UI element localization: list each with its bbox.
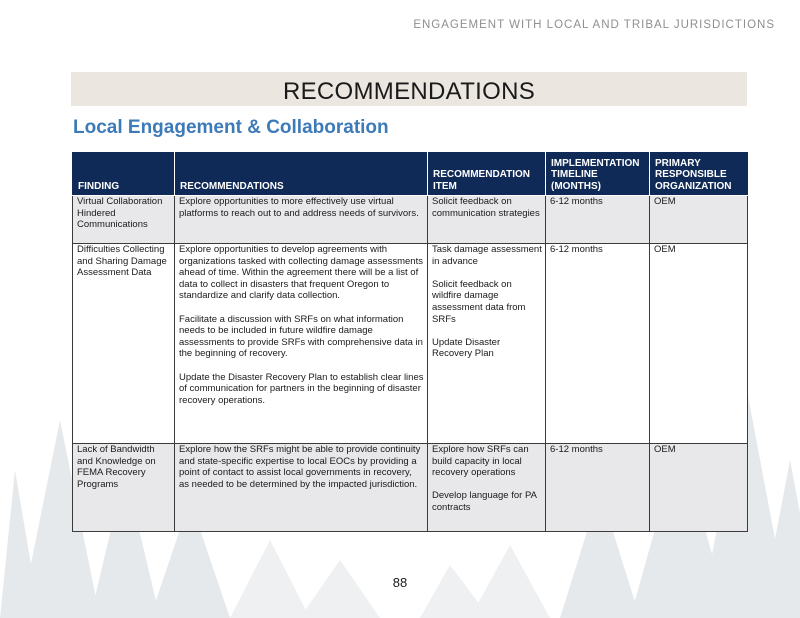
column-header-recommendations: RECOMMENDATIONS — [175, 153, 428, 196]
recommendations-cell — [175, 244, 428, 444]
organization-cell: OEM — [650, 196, 748, 244]
recommendation-item-cell — [428, 444, 546, 532]
recommendation-paragraph: Explore opportunities to develop agreements with organizations tasked with collecting damage assessments ahead of time. Within the agreement there will be a list of data to collect in disasters that frequent Oregon to standardize and clarify data collection. — [179, 244, 423, 302]
column-header-recommendation-item: RECOMMENDATION ITEM — [428, 153, 546, 196]
recommendation-paragraph: Explore opportunities to more effectively use virtual platforms to reach out to and address needs of survivors. — [179, 196, 419, 219]
finding-cell: Difficulties Collecting and Sharing Damage Assessment Data — [73, 244, 175, 444]
organization-cell: OEM — [650, 444, 748, 532]
recommendation-item: Update Disaster Recovery Plan — [432, 336, 501, 360]
section-heading: Local Engagement & Collaboration — [73, 117, 389, 138]
table-row — [73, 244, 748, 444]
table-header-row — [73, 153, 748, 196]
recommendation-item: Task damage assessment in advance — [432, 244, 542, 267]
paragraph-spacer — [179, 360, 424, 372]
table-row — [73, 444, 748, 532]
title-band — [71, 72, 747, 106]
organization-cell: OEM — [650, 244, 748, 444]
paragraph-spacer — [432, 267, 542, 279]
paragraph-spacer — [432, 479, 542, 491]
recommendation-item: Explore how SRFs can build capacity in local recovery operations — [432, 444, 529, 479]
recommendation-paragraph: Explore how the SRFs might be able to provide continuity and state-specific expertise to local EOCs by providing a point of contact to assist local governments in recovery, as needed to be determined by the impacted jurisdiction. — [179, 444, 421, 490]
recommendations-cell — [175, 444, 428, 532]
recommendation-item: Solicit feedback on wildfire damage assessment data from SRFs — [432, 278, 526, 325]
recommendations-table — [72, 152, 748, 532]
column-header-organization: PRIMARY RESPONSIBLE ORGANIZATION — [650, 153, 748, 196]
recommendation-paragraph: Facilitate a discussion with SRFs on what information needs to be included in future wildfire damage assessments to provide SRFs with comprehensive data in the beginning of recovery. — [179, 313, 423, 360]
recommendation-item: Solicit feedback on communication strategies — [432, 196, 540, 219]
column-header-finding: FINDING — [73, 153, 175, 196]
finding-cell: Virtual Collaboration Hindered Communications — [73, 196, 175, 244]
paragraph-spacer — [179, 302, 424, 314]
paragraph-spacer — [432, 325, 542, 337]
running-header: ENGAGEMENT WITH LOCAL AND TRIBAL JURISDICTIONS — [413, 19, 775, 31]
column-header-timeline: IMPLEMENTATION TIMELINE (MONTHS) — [546, 153, 650, 196]
recommendations-cell — [175, 196, 428, 244]
recommendation-item: Develop language for PA contracts — [432, 490, 537, 513]
timeline-cell: 6-12 months — [546, 444, 650, 532]
timeline-cell: 6-12 months — [546, 244, 650, 444]
recommendation-paragraph: Update the Disaster Recovery Plan to establish clear lines of communication for partners in the beginning of disaster recovery operations. — [179, 371, 424, 406]
recommendation-item-cell — [428, 196, 546, 244]
finding-cell: Lack of Bandwidth and Knowledge on FEMA Recovery Programs — [73, 444, 175, 532]
recommendation-item-cell — [428, 244, 546, 444]
timeline-cell: 6-12 months — [546, 196, 650, 244]
table-row — [73, 196, 748, 244]
page-title: RECOMMENDATIONS — [282, 78, 536, 105]
page-number: 88 — [392, 575, 408, 590]
